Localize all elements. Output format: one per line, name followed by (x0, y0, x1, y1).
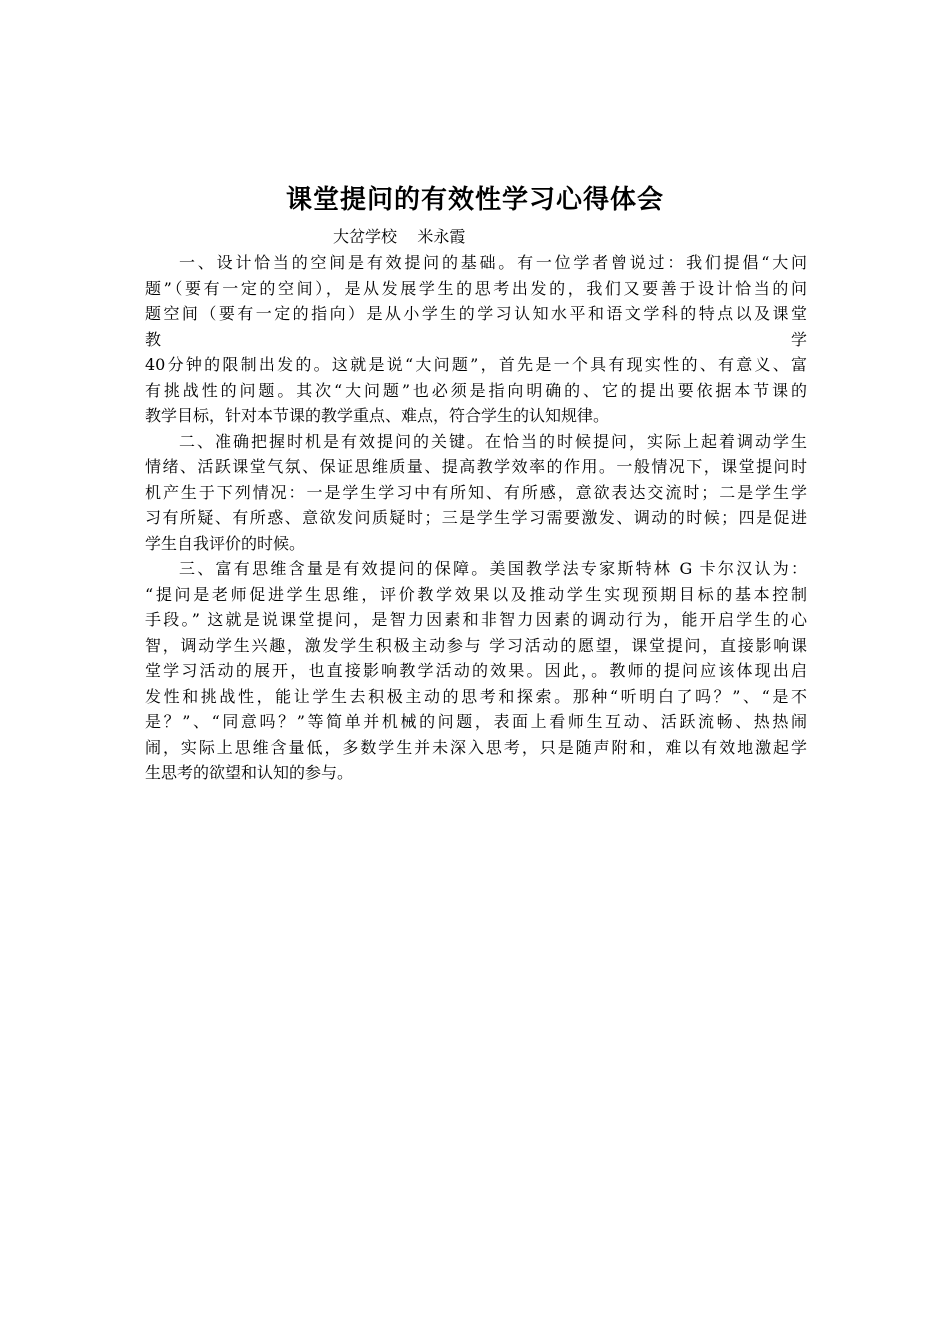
paragraph-line: 发性和挑战性，能让学生去积极主动的思考和探索。那种“听明白了吗？”、“是不 (145, 686, 807, 706)
paragraph-2 (145, 429, 807, 557)
paragraph-line: 习有所疑、有所惑、意欲发问质疑时；三是学生学习需要激发、调动的时候；四是促进 (145, 508, 807, 527)
paragraph-1 (145, 250, 807, 429)
paragraph-line: 有挑战性的问题。其次“大问题”也必须是指向明确的、它的提出要依据本节课的 (145, 380, 807, 400)
document-body (145, 250, 807, 786)
paragraph-line: 教学目标，针对本节课的教学重点、难点，符合学生的认知规律。 (145, 406, 610, 425)
document-title: 课堂提问的有效性学习心得体会 (285, 185, 664, 215)
paragraph-line: “提问是老师促进学生思维，评价教学效果以及推动学生实现预期目标的基本控制 (145, 584, 807, 604)
paragraph-line: 题空间（要有一定的指向）是从小学生的学习认知水平和语文学科的特点以及课堂 (145, 304, 807, 323)
paragraph-line: 生思考的欲望和认知的参与。 (145, 763, 354, 782)
paragraph-line: 闹，实际上思维含量低，多数学生并未深入思考，只是随声附和，难以有效地激起学 (145, 737, 807, 757)
paragraph-3 (145, 556, 807, 786)
paragraph-line: 一、设计恰当的空间是有效提问的基础。有一位学者曾说过：我们提倡“大问 (179, 253, 807, 272)
paragraph-line: 二、准确把握时机是有效提问的关键。在恰当的时候提问，实际上起着调动学生 (179, 431, 807, 451)
paragraph-line: 手段。” 这就是说课堂提问，是智力因素和非智力因素的调动行为，能开启学生的心 (145, 610, 807, 629)
paragraph-line: 三、富有思维含量是有效提问的保障。美国教学法专家斯特林 G 卡尔汉认为： (179, 559, 807, 578)
paragraph-line: 学生自我评价的时候。 (145, 533, 306, 553)
paragraph-line: 题”（要有一定的空间），是从发展学生的思考出发的，我们又要善于设计恰当的问 (145, 278, 807, 298)
paragraph-line: 堂学习活动的展开，也直接影响教学活动的效果。因此，。教师的提问应该体现出启 (145, 661, 807, 680)
paragraph-line: 情绪、活跃课堂气氛、保证思维质量、提高教学效率的作用。一般情况下，课堂提问时 (145, 457, 807, 476)
paragraph-line: 是？”、“同意吗？”等简单并机械的问题，表面上看师生互动、活跃流畅、热热闹 (145, 712, 807, 731)
author-byline: 大岔学校 米永霞 (333, 227, 466, 246)
paragraph-line: 教 学 (145, 329, 807, 349)
paragraph-line: 智，调动学生兴趣，激发学生积极主动参与 学习活动的愿望，课堂提问，直接影响课 (145, 635, 807, 655)
paragraph-line: 机产生于下列情况：一是学生学习中有所知、有所感，意欲表达交流时；二是学生学 (145, 482, 807, 502)
paragraph-line: 40分钟的限制出发的。这就是说“大问题”，首先是一个具有现实性的、有意义、富 (145, 355, 807, 374)
